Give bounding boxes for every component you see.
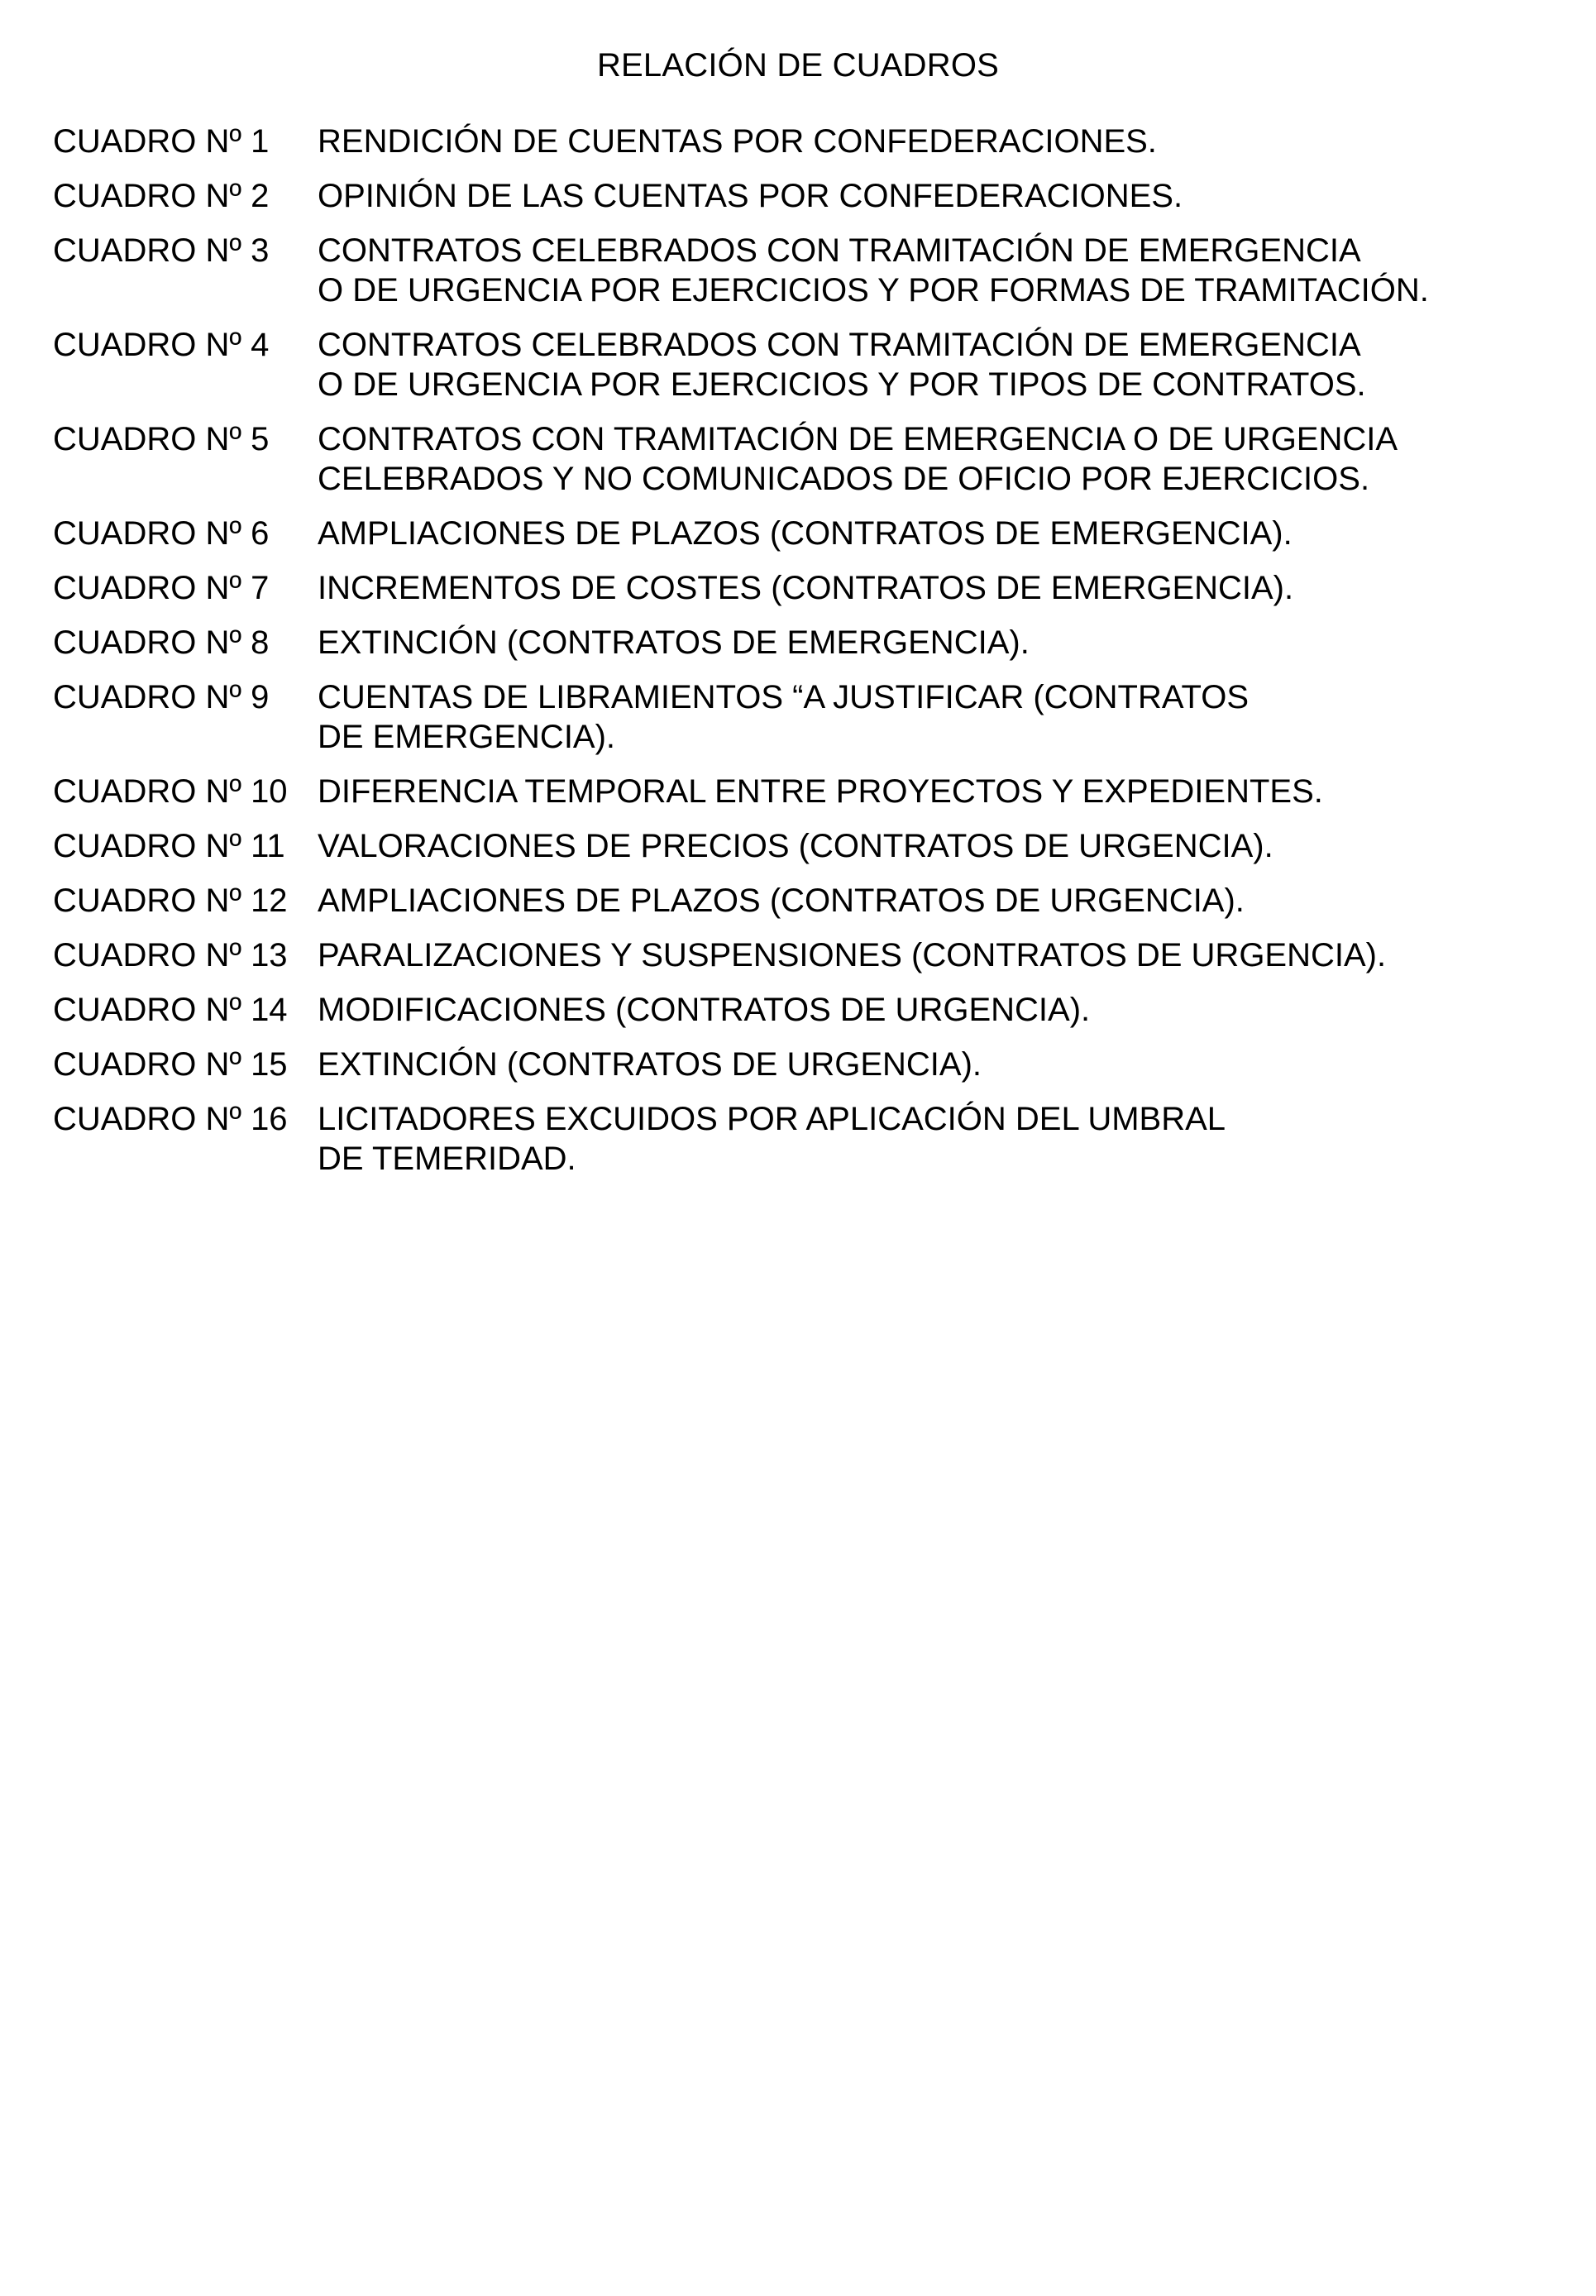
description-line: DIFERENCIA TEMPORAL ENTRE PROYECTOS Y EXPEDIENTES. [318,773,1323,810]
list-item [53,990,1558,1030]
list-item [53,419,1558,499]
list-item [53,772,1558,811]
description-line: EXTINCIÓN (CONTRATOS DE URGENCIA). [318,1046,982,1083]
cuadro-description [318,772,1558,811]
cuadro-description [318,231,1558,310]
description-line: PARALIZACIONES Y SUSPENSIONES (CONTRATOS DE URGENCIA). [318,937,1387,973]
cuadro-description [318,514,1558,553]
cuadro-description [318,176,1558,216]
list-item [53,122,1558,161]
cuadro-description [318,1045,1558,1084]
list-item [53,514,1558,553]
cuadro-label: CUADRO Nº 6 [53,515,270,552]
description-line: MODIFICACIONES (CONTRATOS DE URGENCIA). [318,992,1091,1028]
description-line: CONTRATOS CELEBRADOS CON TRAMITACIÓN DE EMERGENCIA [318,232,1361,269]
description-line: LICITADORES EXCUIDOS POR APLICACIÓN DEL UMBRAL [318,1101,1226,1137]
cuadro-description [318,881,1558,921]
cuadro-label: CUADRO Nº 11 [53,828,285,864]
list-item [53,568,1558,608]
cuadro-label: CUADRO Nº 9 [53,679,270,715]
description-line: EXTINCIÓN (CONTRATOS DE EMERGENCIA). [318,624,1030,661]
cuadro-description [318,122,1558,161]
description-line: OPINIÓN DE LAS CUENTAS POR CONFEDERACIONES. [318,178,1183,214]
description-line: CONTRATOS CON TRAMITACIÓN DE EMERGENCIA O DE URGENCIA [318,421,1398,457]
list-item [53,1099,1558,1179]
description-line: DE TEMERIDAD. [318,1141,576,1177]
cuadro-description [318,325,1558,404]
cuadro-label: CUADRO Nº 3 [53,232,270,269]
description-line: CELEBRADOS Y NO COMUNICADOS DE OFICIO POR EJERCICIOS. [318,461,1370,497]
cuadro-description [318,623,1558,662]
cuadro-label: CUADRO Nº 7 [53,570,270,606]
cuadros-list [53,122,1558,1193]
cuadro-label: CUADRO Nº 8 [53,624,270,661]
description-line: O DE URGENCIA POR EJERCICIOS Y POR TIPOS DE CONTRATOS. [318,366,1366,403]
cuadro-description [318,990,1558,1030]
cuadro-label: CUADRO Nº 16 [53,1101,288,1137]
cuadro-label: CUADRO Nº 1 [53,123,270,160]
cuadro-description [318,1099,1558,1179]
page-title: RELACIÓN DE CUADROS [596,47,1000,84]
cuadro-description [318,419,1558,499]
description-line: AMPLIACIONES DE PLAZOS (CONTRATOS DE URGENCIA). [318,883,1245,919]
description-line: RENDICIÓN DE CUENTAS POR CONFEDERACIONES. [318,123,1157,160]
cuadro-label: CUADRO Nº 10 [53,773,288,810]
cuadro-label: CUADRO Nº 2 [53,178,270,214]
list-item [53,623,1558,662]
description-line: AMPLIACIONES DE PLAZOS (CONTRATOS DE EMERGENCIA). [318,515,1293,552]
cuadro-description [318,826,1558,866]
cuadro-label: CUADRO Nº 4 [53,327,270,363]
cuadro-label: CUADRO Nº 14 [53,992,288,1028]
description-line: VALORACIONES DE PRECIOS (CONTRATOS DE URGENCIA). [318,828,1273,864]
list-item [53,231,1558,310]
list-item [53,677,1558,757]
description-line: DE EMERGENCIA). [318,719,616,755]
cuadro-label: CUADRO Nº 5 [53,421,270,457]
list-item [53,176,1558,216]
list-item [53,881,1558,921]
cuadro-description [318,568,1558,608]
list-item [53,1045,1558,1084]
list-item [53,325,1558,404]
list-item [53,826,1558,866]
description-line: O DE URGENCIA POR EJERCICIOS Y POR FORMAS DE TRAMITACIÓN. [318,272,1429,309]
description-line: CONTRATOS CELEBRADOS CON TRAMITACIÓN DE EMERGENCIA [318,327,1361,363]
cuadro-label: CUADRO Nº 15 [53,1046,288,1083]
cuadro-description [318,935,1558,975]
description-line: CUENTAS DE LIBRAMIENTOS “A JUSTIFICAR (CONTRATOS [318,679,1250,715]
cuadro-label: CUADRO Nº 13 [53,937,288,973]
description-line: INCREMENTOS DE COSTES (CONTRATOS DE EMERGENCIA). [318,570,1294,606]
list-item [53,935,1558,975]
cuadro-description [318,677,1558,757]
cuadro-label: CUADRO Nº 12 [53,883,288,919]
